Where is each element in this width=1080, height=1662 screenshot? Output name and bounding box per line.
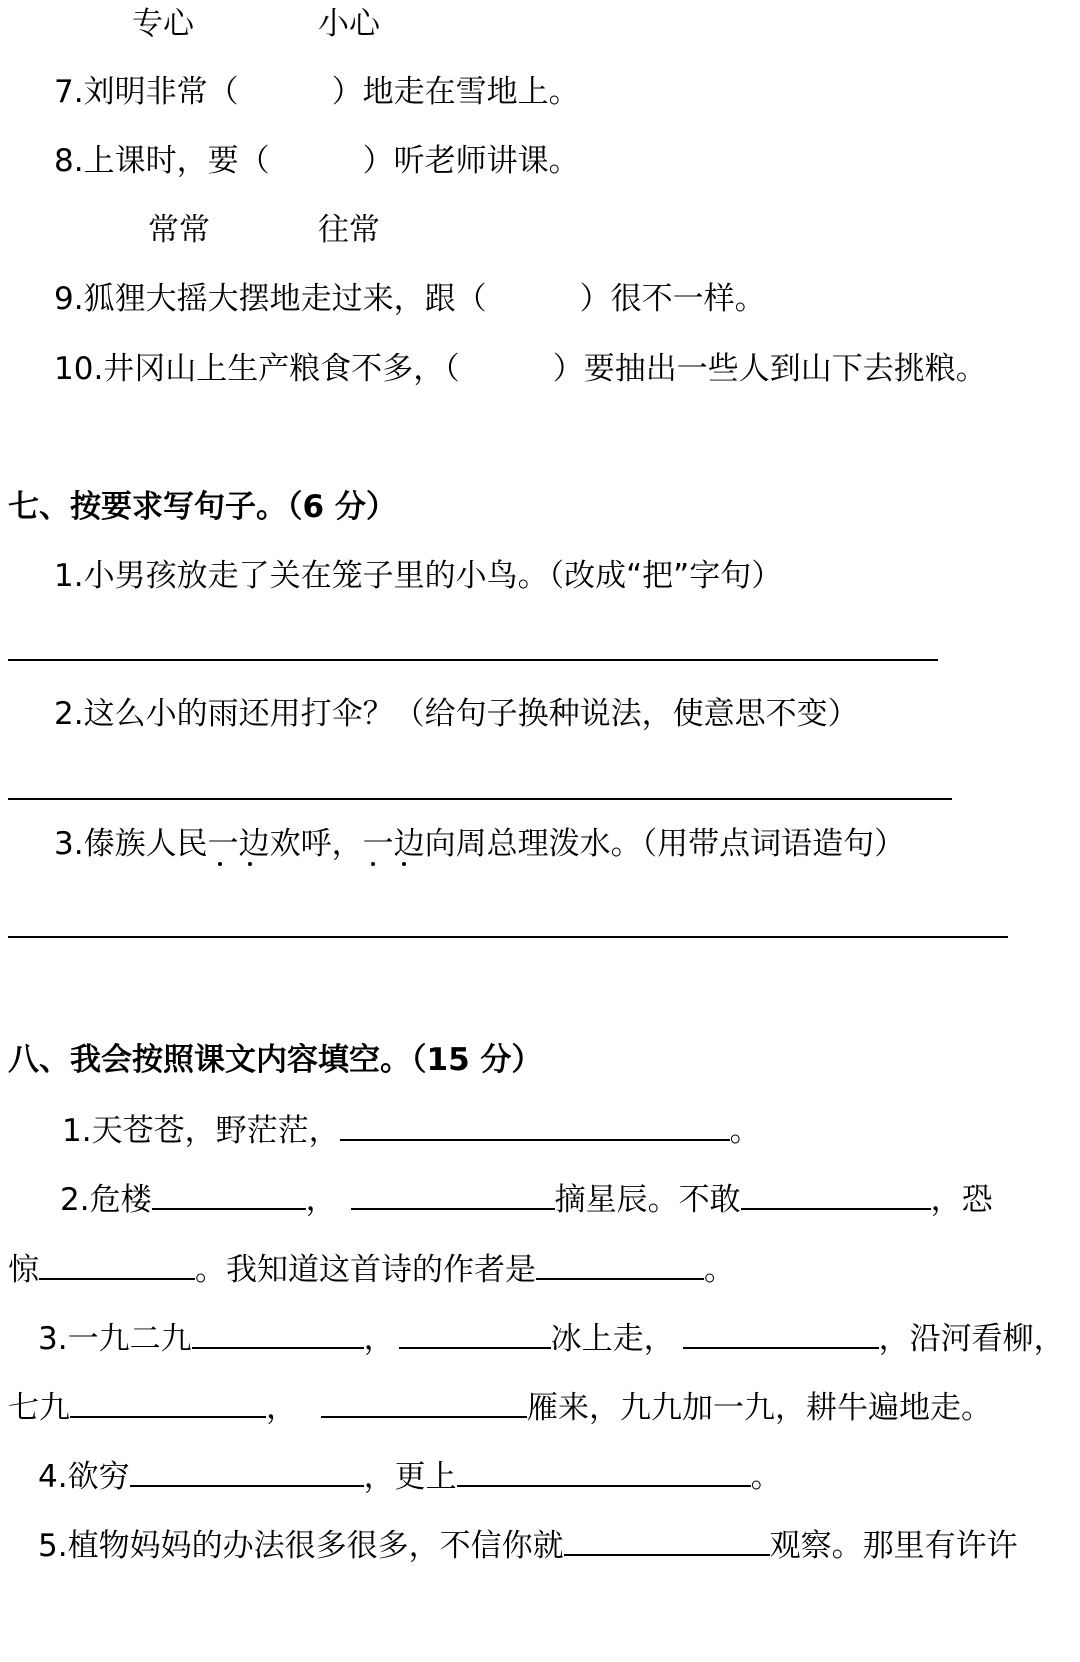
blank[interactable] bbox=[321, 1386, 527, 1418]
section-8-heading: 八、我会按照课文内容填空。（15 分） bbox=[8, 1042, 543, 1078]
text-segment: ， bbox=[266, 1390, 297, 1426]
fill-line-5 bbox=[38, 1524, 1018, 1566]
text-segment: ， bbox=[305, 1182, 337, 1218]
word-option-4: 往常 bbox=[318, 212, 380, 248]
fill-line-1 bbox=[62, 1109, 761, 1151]
word-option-3: 常常 bbox=[148, 212, 210, 248]
blank[interactable] bbox=[351, 1178, 555, 1210]
blank[interactable] bbox=[192, 1317, 364, 1349]
text-segment: ，沿河看柳， bbox=[878, 1321, 1065, 1357]
text-segment: 。 bbox=[750, 1459, 782, 1495]
text-segment: ，恐 bbox=[930, 1182, 993, 1218]
fill-line-2 bbox=[60, 1178, 993, 1220]
blank[interactable] bbox=[536, 1248, 704, 1280]
fill-line-4 bbox=[38, 1455, 782, 1497]
emphasis-dot bbox=[218, 862, 222, 866]
text-segment: 2.危楼 bbox=[60, 1182, 152, 1218]
blank[interactable] bbox=[564, 1524, 770, 1556]
emphasis-dot bbox=[248, 862, 252, 866]
blank[interactable] bbox=[683, 1317, 879, 1349]
text-segment: 1.天苍苍，野茫茫， bbox=[62, 1113, 340, 1149]
text-segment: ，更上 bbox=[363, 1459, 457, 1495]
text-segment: 。 bbox=[704, 1252, 735, 1288]
s7-question-1: 1.小男孩放走了关在笼子里的小鸟。（改成“把”字句） bbox=[54, 558, 783, 594]
text-segment: 5.植物妈妈的办法很多很多，不信你就 bbox=[38, 1528, 564, 1564]
word-option-1: 专心 bbox=[132, 6, 194, 42]
text-segment: 观察。那里有许许 bbox=[769, 1528, 1018, 1564]
text-segment: 雁来，九九加一九，耕牛遍地走。 bbox=[527, 1390, 992, 1426]
blank[interactable] bbox=[741, 1178, 931, 1210]
question-9: 9.狐狸大摇大摆地走过来，跟（ ）很不一样。 bbox=[54, 281, 766, 317]
word-option-2: 小心 bbox=[318, 6, 380, 42]
blank[interactable] bbox=[39, 1248, 195, 1280]
text-segment: 3.一九二九 bbox=[38, 1321, 192, 1357]
blank[interactable] bbox=[457, 1455, 751, 1487]
blank[interactable] bbox=[340, 1109, 730, 1141]
text-segment: 4.欲穷 bbox=[38, 1459, 130, 1495]
text-segment: ， bbox=[363, 1321, 395, 1357]
question-8: 8.上课时，要（ ）听老师讲课。 bbox=[54, 143, 580, 179]
text-segment: 摘星辰。不敢 bbox=[554, 1182, 741, 1218]
text-segment: 。我知道这首诗的作者是 bbox=[195, 1252, 536, 1288]
answer-line-3[interactable] bbox=[8, 936, 1008, 938]
text-segment: 冰上走， bbox=[550, 1321, 675, 1357]
emphasis-dot bbox=[402, 862, 406, 866]
blank[interactable] bbox=[399, 1317, 551, 1349]
blank[interactable] bbox=[70, 1386, 266, 1418]
fill-line-3-cont bbox=[8, 1386, 992, 1428]
question-7: 7.刘明非常（ ）地走在雪地上。 bbox=[54, 74, 580, 110]
answer-line-2[interactable] bbox=[8, 798, 952, 800]
fill-line-2-cont bbox=[8, 1248, 735, 1290]
answer-line-1[interactable] bbox=[8, 659, 938, 661]
question-10: 10.井冈山上生产粮食不多，（ ）要抽出一些人到山下去挑粮。 bbox=[54, 351, 987, 387]
blank[interactable] bbox=[130, 1455, 364, 1487]
emphasis-dot bbox=[371, 862, 375, 866]
text-segment: 七九 bbox=[8, 1390, 70, 1426]
text-segment: 惊 bbox=[8, 1252, 39, 1288]
fill-line-3 bbox=[38, 1317, 1065, 1359]
section-7-heading: 七、按要求写句子。（6 分） bbox=[8, 489, 397, 525]
s7-question-2: 2.这么小的雨还用打伞？（给句子换种说法，使意思不变） bbox=[54, 696, 859, 732]
s7-question-3: 3.傣族人民一边欢呼，一边向周总理泼水。（用带点词语造句） bbox=[54, 826, 906, 862]
blank[interactable] bbox=[152, 1178, 306, 1210]
text-segment: 。 bbox=[729, 1113, 761, 1149]
